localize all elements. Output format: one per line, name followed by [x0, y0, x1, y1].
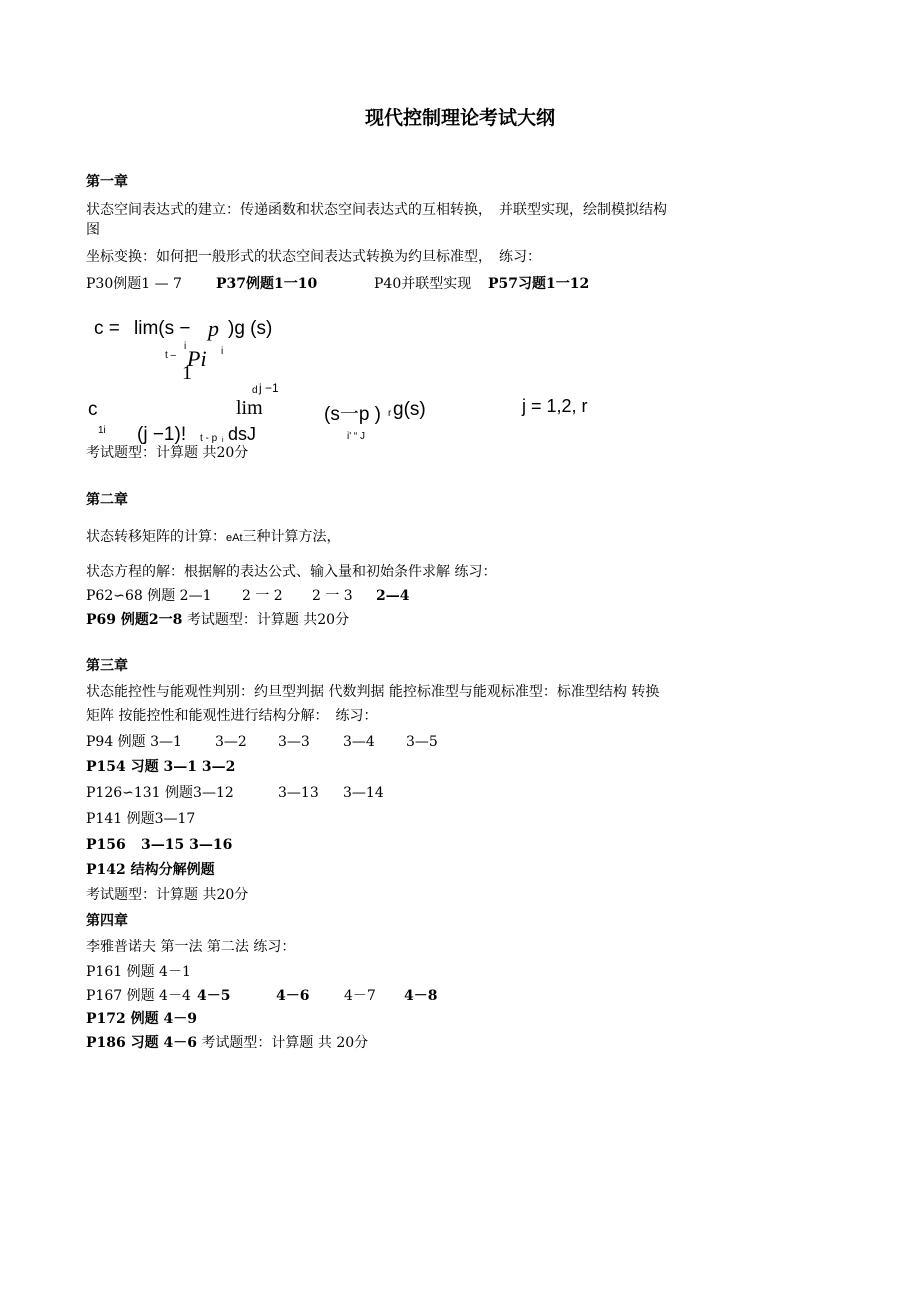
ch2-line-1-post: 三种计算方法，: [242, 529, 341, 545]
ch2-ex-p69: P69 例题2一8: [86, 612, 183, 628]
ch4-exercises-p161: P161 例题 4－1: [86, 964, 191, 980]
ch3-ex-315: 3—15 3—16: [141, 837, 233, 853]
ch2-line-1: [86, 527, 341, 548]
ch3-line-2: 矩阵 按能控性和能观性进行结构分解： 练习：: [86, 708, 378, 724]
ch1-line-1: 状态空间表达式的建立：传递函数和状态空间表达式的互相转换， 并联型实现，绘制模拟结构: [86, 202, 667, 218]
ch3-ex-313: 3—13: [278, 785, 319, 801]
chapter-4-heading: 第四章: [86, 913, 128, 929]
formula-d-small: d: [252, 385, 258, 396]
ch2-line-2: 状态方程的解：根据解的表达公式、输入量和初始条件求解 练习：: [86, 564, 497, 580]
ch1-ex-d: P57习题1一12: [488, 276, 590, 292]
formula-i-small: i: [222, 437, 224, 444]
ch3-exercises-p141: P141 例题3—17: [86, 811, 196, 827]
ch3-ex-e: 3—5: [406, 734, 438, 750]
formula-sub-1i: 1i: [98, 425, 106, 436]
formula-sp: (s一p ): [324, 404, 382, 425]
formula-i-sup: i: [184, 341, 187, 352]
ch1-exam-type: 考试题型：计算题 共20分: [86, 445, 249, 461]
ch3-ex-d: 3—4: [343, 734, 375, 750]
ch4-ex-p186: P186 习题 4－6: [86, 1035, 197, 1051]
ch2-ex-c: 2 一 3: [312, 588, 353, 604]
formula-i-sub: i: [221, 346, 224, 357]
formula-lim-2: lim: [236, 397, 263, 419]
formula-Pi: Pi: [187, 346, 207, 371]
ch2-ex-b: 2 一 2: [242, 588, 283, 604]
ch4-exercises-p167: [86, 986, 438, 1006]
formula-t-p: t - p: [200, 433, 218, 444]
ch3-ex-314: 3—14: [343, 785, 384, 801]
ch4-ex-c: 4－6: [276, 988, 310, 1004]
ch1-exercises: [86, 274, 590, 294]
ch1-line-1-cont: 图: [86, 222, 100, 238]
ch3-ex-p156: P156: [86, 837, 126, 853]
formula-j-minus-1: j −1: [259, 381, 279, 395]
ch2-exam-type: 考试题型：计算题 共20分: [182, 612, 350, 628]
ch4-exam-type: 考试题型：计算题 共 20分: [196, 1035, 369, 1051]
ch2-line-1-pre: 状态转移矩阵的计算：: [86, 529, 226, 545]
ch2-ex-d: 2—4: [376, 588, 410, 604]
formula-one: 1: [182, 362, 192, 384]
ch3-exercises-p94: [86, 732, 438, 752]
ch3-exercises-p126: [86, 783, 384, 803]
ch4-ex-a: P167 例题 4－4: [86, 988, 191, 1004]
formula-r-sub: r: [388, 408, 392, 419]
ch3-exercises-p156: [86, 835, 233, 855]
ch1-ex-b: P37例题1一10: [216, 276, 318, 292]
ch3-ex-p126: P126∽131 例题3—12: [86, 785, 234, 801]
formula-p: p: [208, 316, 219, 341]
chapter-3-heading: 第三章: [86, 658, 128, 674]
formula-gs: )g (s): [228, 318, 273, 339]
chapter-2-heading: 第二章: [86, 492, 128, 508]
page-title: 现代控制理论考试大纲: [364, 107, 555, 129]
ch4-line-1: 李雅普诺夫 第一法 第二法 练习：: [86, 939, 296, 955]
ch3-ex-c: 3—3: [278, 734, 310, 750]
ch1-ex-a: P30例题1 — 7: [86, 276, 182, 292]
ch1-ex-c: P40并联型实现: [374, 276, 472, 292]
formula-dsJ: dsJ: [228, 424, 257, 444]
formula-lim-1: lim(s −: [134, 318, 191, 339]
ch1-line-2: 坐标变换：如何把一般形式的状态空间表达式转换为约旦标准型， 练习：: [86, 249, 541, 265]
ch3-exercises-p142: P142 结构分解例题: [86, 862, 215, 878]
ch4-exam-line: [86, 1033, 368, 1053]
formula-factorial: (j −1)!: [137, 424, 187, 445]
formula-c-eq: c =: [94, 318, 120, 339]
ch4-ex-e: 4－8: [404, 988, 438, 1004]
ch2-ex-a: P62∽68 例题 2—1: [86, 588, 212, 604]
ch4-exercises-p172: P172 例题 4－9: [86, 1011, 197, 1027]
formula-c2: c: [88, 399, 98, 420]
formula-g-s: g(s): [393, 399, 426, 420]
ch2-eat: eAt: [226, 532, 243, 544]
ch2-exam-line: [86, 610, 349, 630]
ch4-ex-b: 4－5: [197, 988, 231, 1004]
ch4-ex-d: 4－7: [344, 988, 376, 1004]
chapter-1-heading: 第一章: [86, 174, 128, 190]
formula-t-sub: t –: [165, 350, 177, 361]
formula-j-range: j = 1,2, r: [522, 396, 588, 416]
ch3-line-1: 状态能控性与能观性判别：约旦型判据 代数判据 能控标准型与能观标准型：标准型结构 转换: [86, 684, 660, 700]
ch2-exercises: [86, 586, 410, 606]
ch3-exercises-p154: P154 习题 3—1 3—2: [86, 759, 236, 775]
ch3-ex-b: 3—2: [215, 734, 247, 750]
ch3-ex-a: P94 例题 3—1: [86, 734, 182, 750]
ch3-exam-type: 考试题型：计算题 共20分: [86, 887, 249, 903]
formula-bottom-marks: i' “ J: [347, 431, 366, 442]
